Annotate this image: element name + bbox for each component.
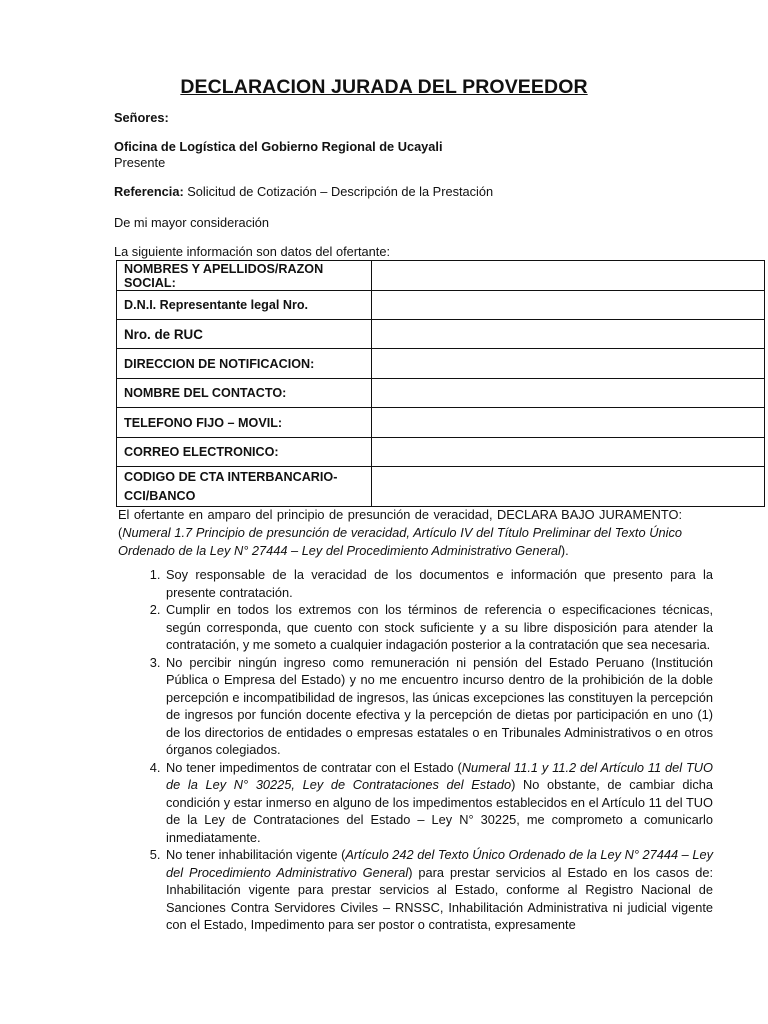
table-row — [117, 408, 765, 438]
list-item — [164, 846, 713, 934]
declaration-list — [133, 566, 713, 934]
declaration-end: ). — [560, 543, 569, 558]
row-label: CORREO ELECTRONICO: — [117, 438, 372, 467]
declaration-paragraph — [118, 506, 682, 560]
reference-label: Referencia: — [114, 184, 184, 199]
row-label: DIRECCION DE NOTIFICACION: — [117, 349, 372, 379]
row-label: NOMBRE DEL CONTACTO: — [117, 379, 372, 408]
item-text: No tener inhabilitación vigente ( — [166, 847, 346, 862]
list-item — [164, 601, 713, 654]
table-row — [117, 438, 765, 467]
row-label: CODIGO DE CTA INTERBANCARIO-CCI/BANCO — [117, 467, 372, 507]
item-text: Soy responsable de la veracidad de los documentos e información que presento para la presente contratación. — [166, 567, 713, 600]
presente-text: Presente — [114, 155, 166, 170]
offerer-data-table — [116, 260, 765, 507]
row-value-field[interactable] — [372, 467, 765, 507]
list-item — [164, 654, 713, 759]
table-row — [117, 379, 765, 408]
document-title: DECLARACION JURADA DEL PROVEEDOR — [180, 76, 588, 98]
reference-line — [114, 184, 493, 199]
table-row — [117, 467, 765, 507]
greeting: De mi mayor consideración — [114, 215, 270, 230]
list-item — [164, 759, 713, 847]
intro-text: La siguiente información son datos del ofertante: — [114, 244, 391, 259]
item-text: No tener impedimentos de contratar con el Estado ( — [166, 759, 462, 775]
table-row — [117, 261, 765, 291]
row-label: Nro. de RUC — [117, 320, 372, 349]
item-legal-reference: Numeral 11.1 y 11.2 del Artículo 11 del TUO de la Ley N° 30225, Ley de Contrataciones del Estado — [166, 759, 713, 792]
row-value-field[interactable] — [372, 379, 765, 408]
row-label: TELEFONO FIJO – MOVIL: — [117, 408, 372, 438]
row-value-field[interactable] — [372, 291, 765, 320]
row-value-field[interactable] — [372, 408, 765, 438]
item-text-continued: ) para prestar servicios al Estado en los casos de: Inhabilitación vigente para prestar servicios al Estado, conforme al Registro Nacional de Sanciones Contra Servidores Civiles – RNSSC, Inhabilitación Administrativa ni judicial vigente con el Estado, Impedimento para ser postor o contratista, expresamente — [166, 864, 713, 932]
office-name: Oficina de Logística del Gobierno Regional de Ucayali — [114, 139, 443, 154]
list-item — [164, 566, 713, 601]
item-text: Cumplir en todos los extremos con los términos de referencia o especificaciones técnicas, según corresponda, que cuento con stock suficiente y a su libre disposición para atender la contratación, y me someto a cualquier indagación posterior a la contratación que sea necesaria. — [166, 602, 713, 652]
row-label: D.N.I. Representante legal Nro. — [117, 291, 372, 320]
row-value-field[interactable] — [372, 438, 765, 467]
row-value-field[interactable] — [372, 320, 765, 349]
row-value-field[interactable] — [372, 349, 765, 379]
declaration-text: El ofertante en amparo del principio de presunción de veracidad, DECLARA BAJO JURAMENTO: ( — [118, 507, 682, 540]
table-row — [117, 320, 765, 349]
row-value-field[interactable] — [372, 261, 765, 291]
table-row — [117, 349, 765, 379]
salutation: Señores: — [114, 110, 169, 125]
row-label: NOMBRES Y APELLIDOS/RAZON SOCIAL: — [117, 261, 372, 291]
item-legal-reference: Artículo 242 del Texto Único Ordenado de la Ley N° 27444 – Ley del Procedimiento Administrativo General — [166, 847, 714, 880]
table-row — [117, 291, 765, 320]
declaration-legal-reference: Numeral 1.7 Principio de presunción de veracidad, Artículo IV del Título Preliminar del Texto Único Ordenado de la Ley N° 27444 – Ley del Procedimiento Administrativo General — [118, 525, 682, 558]
item-text-continued: ) No obstante, de cambiar dicha condición y estar inmerso en alguno de los impedimentos establecidos en el Artículo 11 del TUO de la Ley de Contrataciones del Estado – Ley N° 30225, me comprometo a comunicarlo inmediatamente. — [166, 777, 714, 845]
reference-text: Solicitud de Cotización – Descripción de la Prestación — [187, 184, 494, 199]
item-text: No percibir ningún ingreso como remuneración ni pensión del Estado Peruano (Institución Pública o Empresa del Estado) y no me encuentro incurso dentro de la prohibición de la doble percepción e incompatibilidad de ingresos, las únicas excepciones las constituyen la percepción de ingresos por función docente efectiva y la percepción de dietas por participación en uno (1) de los directorios de entidades o empresas estatales o en Tribunales Administrativos o en otros órganos colegiados. — [166, 654, 713, 757]
